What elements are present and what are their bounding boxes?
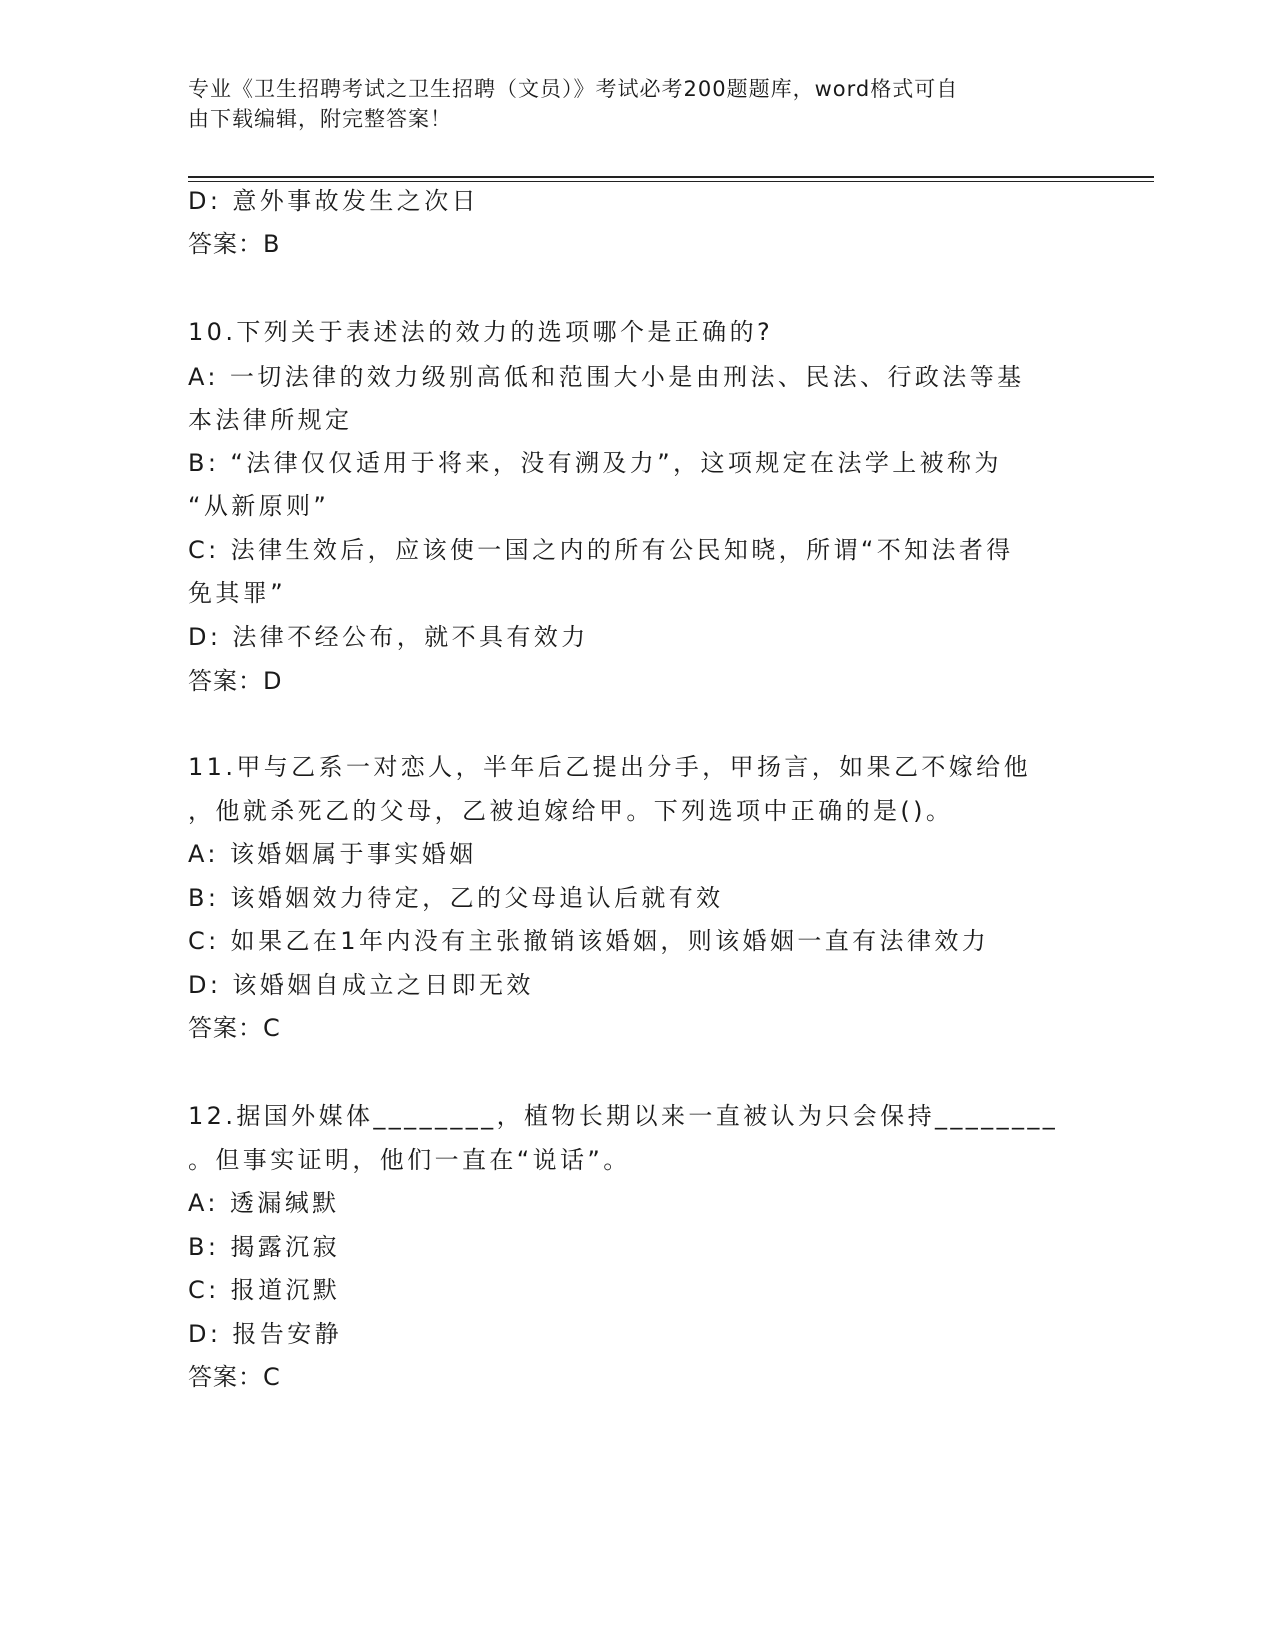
q10-option-c: C: 法律生效后，应该使一国之内的所有公民知晓，所谓“不知法者得 [188, 536, 1014, 564]
q12-answer: 答案：C [188, 1363, 281, 1391]
q11-answer: 答案：C [188, 1014, 281, 1042]
q9-answer: 答案：B [188, 230, 281, 258]
q11-option-b: B: 该婚姻效力待定，乙的父母追认后就有效 [188, 884, 724, 912]
q10-answer: 答案：D [188, 667, 283, 695]
q10-option-b-cont: “从新原则” [188, 492, 330, 520]
q12-option-d: D: 报告安静 [188, 1320, 342, 1348]
q11-question-cont: ，他就杀死乙的父母，乙被迫嫁给甲。下列选项中正确的是()。 [188, 797, 954, 825]
q12-question: 12.据国外媒体________，植物长期以来一直被认为只会保持________ [188, 1102, 1059, 1130]
q10-question: 10.下列关于表述法的效力的选项哪个是正确的? [188, 318, 774, 346]
header-line-1: 专业《卫生招聘考试之卫生招聘（文员）》考试必考200题题库，word格式可自 [188, 77, 959, 101]
q11-question: 11.甲与乙系一对恋人，半年后乙提出分手，甲扬言，如果乙不嫁给他 [188, 753, 1031, 781]
q10-option-c-cont: 免其罪” [188, 579, 287, 607]
q12-option-b: B: 揭露沉寂 [188, 1233, 340, 1261]
q12-option-c: C: 报道沉默 [188, 1276, 341, 1304]
q11-option-c: C: 如果乙在1年内没有主张撤销该婚姻，则该婚姻一直有法律效力 [188, 927, 990, 955]
document-header [188, 74, 1068, 134]
q10-option-a-cont: 本法律所规定 [188, 406, 353, 434]
q9-option-d: D: 意外事故发生之次日 [188, 187, 479, 215]
header-line-2: 由下载编辑，附完整答案！ [188, 107, 452, 131]
q12-option-a: A: 透漏缄默 [188, 1189, 340, 1217]
q11-option-a: A: 该婚姻属于事实婚姻 [188, 840, 477, 868]
header-divider-thin [188, 181, 1154, 182]
q11-option-d: D: 该婚姻自成立之日即无效 [188, 971, 534, 999]
q10-option-d: D: 法律不经公布，就不具有效力 [188, 623, 589, 651]
q10-option-b: B: “法律仅仅适用于将来，没有溯及力”，这项规定在法学上被称为 [188, 449, 1002, 477]
q10-option-a: A: 一切法律的效力级别高低和范围大小是由刑法、民法、行政法等基 [188, 363, 1025, 391]
header-divider-thick [188, 176, 1154, 178]
q12-question-cont: 。但事实证明，他们一直在“说话”。 [188, 1146, 631, 1174]
